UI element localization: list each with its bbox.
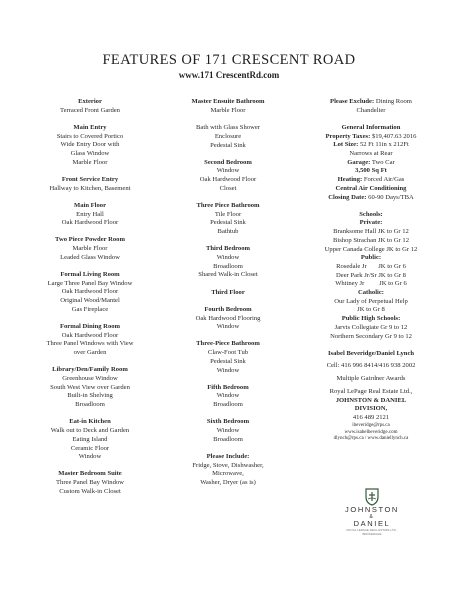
school-item: Deer Park Jr/Sr JK to Gr 8 [336, 271, 406, 279]
private-heading: Private: [359, 219, 383, 227]
johnston-daniel-logo [337, 488, 407, 536]
section-heading: Three Piece Bathroom [196, 202, 260, 210]
section-heading: Fifth Bedroom [207, 383, 249, 391]
section-heading: Formal Dining Room [59, 323, 121, 331]
logo-line-2: & [369, 514, 375, 520]
feature-line: Glass Window [70, 150, 110, 158]
school-item: Northern Secondary Gr 9 to 12 [330, 332, 412, 340]
school-item: Our Lady of Perpetual Help [334, 297, 408, 305]
feature-line: Pedestal Sink [210, 141, 246, 149]
section-heading: Formal Living Room [60, 271, 120, 279]
feature-section [20, 470, 160, 496]
feature-line: over Garden [73, 349, 107, 357]
section-heading: Exterior [78, 98, 102, 105]
feature-line: Claw-Foot Tub [207, 349, 249, 357]
feature-line: Window [216, 366, 240, 374]
section-heading: Eat-in Kitchen [69, 418, 111, 426]
section-heading: Three-Piece Bathroom [196, 340, 260, 348]
feature-line: Wide Entry Door with [60, 141, 120, 149]
feature-line: Window [216, 254, 240, 262]
square-footage: 3,500 Sq Ft [355, 167, 387, 175]
logo-line-4: ROYAL LEPAGE REAL ESTATE LTD., BROKERAGE [346, 528, 398, 536]
division-label: DIVISION, [354, 405, 388, 413]
feature-line: Window [216, 427, 240, 435]
feature-section [158, 159, 298, 194]
feature-line: Original Wood/Mantel [60, 297, 120, 305]
catholic-heading: Catholic: [357, 289, 384, 297]
feature-line: Broadloom [213, 401, 243, 409]
taxes-label: Property Taxes: [325, 132, 371, 140]
section-heading: Master Ensuite Bathroom [191, 98, 265, 105]
feature-line: Custom Walk-in Closet [59, 487, 121, 495]
schools-heading: Schools: [359, 210, 383, 218]
feature-section [158, 453, 298, 488]
feature-line: Pedestal Sink [210, 357, 246, 365]
feature-line: Window [216, 167, 240, 175]
feature-section [158, 289, 298, 298]
email-link[interactable]: ibeveridge@rps.ca [352, 422, 390, 428]
feature-section [158, 418, 298, 444]
feature-line: Stairs to Covered Portico [56, 132, 124, 140]
section-heading: Third Floor [211, 288, 245, 296]
feature-line: Oak Hardwood Floor [61, 219, 119, 227]
feature-line: Marble Floor [210, 106, 246, 114]
agent-cell: Cell: 416 996 8414/416 938 2002 [326, 362, 416, 370]
feature-line: Gas Fireplace [71, 305, 109, 313]
feature-line: Window [216, 323, 240, 331]
brokerage: Royal LePage Real Estate Ltd., [329, 387, 413, 395]
feature-line: Broadloom [213, 262, 243, 270]
feature-line: Washer, Dryer (as is) [200, 479, 256, 487]
section-heading: Main Floor [73, 201, 107, 209]
feature-line: Built-in Shelving [67, 392, 113, 400]
feature-section [20, 98, 160, 115]
section-heading: Sixth Bedroom [206, 418, 250, 426]
feature-line: Three Panel Windows with View [46, 340, 134, 348]
feature-line: Leaded Glass Window [60, 253, 120, 261]
section-heading: Library/Den/Family Room [52, 366, 128, 374]
feature-line: Broadloom [213, 435, 243, 443]
feature-section [20, 271, 160, 315]
exclude-value: Dining Room [375, 98, 412, 105]
feature-section [158, 340, 298, 375]
office-phone: 416 489 2121 [352, 414, 390, 421]
feature-line: Eating Island [72, 435, 108, 443]
feature-section [20, 202, 160, 228]
info-column [296, 98, 446, 443]
feature-line: Hallway to Kitchen, Basement [49, 184, 131, 192]
document-title: FEATURES OF 171 CRESCENT ROAD [102, 52, 356, 68]
lot-label: Lot Size: [333, 141, 359, 149]
section-heading: Master Bedroom Suite [58, 470, 122, 478]
school-item: Branksome Hall JK to Gr 12 [333, 228, 409, 236]
section-heading: Front Service Entry [61, 175, 119, 183]
feature-line: Large Three Panel Bay Window [47, 279, 133, 287]
feature-line: Broadloom [75, 401, 105, 409]
school-item: Whitney Jr JK to Gr 6 [335, 280, 407, 288]
website-link[interactable]: www.isabelbeveridge.com [344, 429, 398, 435]
public-heading: Public: [360, 254, 382, 262]
feature-line: Three Panel Bay Window [56, 479, 124, 487]
feature-section [20, 236, 160, 262]
garage-label: Garage: [347, 158, 371, 166]
public-high-heading: Public High Schools: [341, 315, 401, 323]
feature-line: Pedestal Sink [210, 219, 246, 227]
heating-label: Heating: [337, 176, 363, 184]
school-item: JK to Gr 8 [357, 306, 385, 314]
feature-line: South West View over Garden [50, 383, 130, 391]
exclude-label: Please Exclude: [330, 98, 375, 105]
feature-line: Walk out to Deck and Garden [50, 427, 130, 435]
garage-value: Two Car [371, 158, 395, 166]
feature-line: Bathtub [217, 228, 239, 236]
feature-line: Bath with Glass Shower [196, 124, 260, 132]
feature-line: Greenhouse Window [62, 375, 118, 383]
lot-value: 52 Ft 11in x 212Ft [359, 141, 409, 149]
section-heading: Fourth Bedroom [204, 305, 252, 313]
logo-line-1: JOHNSTON [345, 505, 399, 514]
feature-line: Tile Floor [214, 210, 242, 218]
feature-line: Marble Floor [72, 158, 108, 166]
feature-line: Closet [219, 184, 237, 192]
feature-line: Microwave, [212, 470, 244, 478]
feature-line: Oak Hardwood Flooring [195, 314, 261, 322]
general-information [296, 124, 446, 202]
section-heading: Second Bedroom [204, 158, 252, 166]
taxes-value: $19,407.63 2016 [371, 132, 417, 140]
awards: Multiple Gairdner Awards [336, 375, 406, 383]
crest-icon [364, 488, 380, 506]
heating-value: Forced Air/Gas [363, 176, 405, 184]
feature-line: Shared Walk-in Closet [198, 271, 258, 279]
features-column-2 [158, 98, 298, 496]
feature-line: Marble Floor [72, 245, 108, 253]
closing-value: 60-90 Days/TBA [368, 193, 414, 201]
feature-section [158, 245, 298, 280]
agent-names: Isabel Beveridge/Daniel Lynch [327, 349, 415, 357]
agent-contact [296, 350, 446, 443]
feature-section [20, 124, 160, 168]
section-heading: Please Include: [206, 452, 250, 460]
school-item: Rosedale Jr JK to Gr 6 [336, 262, 406, 270]
features-column-1 [20, 98, 160, 505]
feature-line: Fridge, Stove, Dishwasher, [192, 461, 264, 469]
feature-section [20, 176, 160, 193]
feature-section [20, 366, 160, 410]
feature-line: Oak Hardwood Floor [199, 176, 257, 184]
logo-line-3: DANIEL [353, 519, 391, 528]
feature-section [20, 418, 160, 462]
section-heading: Two Piece Powder Room [55, 236, 125, 244]
closing-label: Closing Date: [328, 193, 367, 201]
school-item: Jarvis Collegiate Gr 9 to 12 [334, 323, 408, 331]
website-url: www.171 CrescentRd.com [178, 70, 280, 80]
feature-line: Window [78, 453, 102, 461]
exclude-value-2: Chandelier [356, 106, 386, 114]
feature-line: Terraced Front Garden [60, 106, 120, 114]
air-conditioning: Central Air Conditioning [335, 184, 407, 192]
feature-section [158, 202, 298, 237]
schools-section [296, 211, 446, 342]
section-heading: Third Bedroom [205, 245, 251, 253]
feature-line [158, 115, 298, 124]
section-heading: Main Entry [73, 123, 107, 131]
feature-line: Window [216, 392, 240, 400]
division-name: JOHNSTON & DANIEL [335, 396, 407, 404]
feature-section [20, 323, 160, 358]
feature-line: Oak Hardwood Floor [61, 331, 119, 339]
general-heading: General Information [341, 123, 401, 131]
feature-line: Oak Hardwood Floor [61, 288, 119, 296]
exclude-section [296, 98, 446, 115]
feature-line: Entry Hall [76, 210, 104, 218]
feature-line: Enclosure [214, 132, 242, 140]
feature-section [158, 306, 298, 332]
lot-note: Narrows at Rear [349, 150, 393, 158]
email-website-link[interactable]: dlynch@rps.ca / www.daniellynch.ca [333, 436, 409, 442]
feature-line: Ceramic Floor [70, 444, 110, 452]
feature-section [158, 98, 298, 150]
school-item: Bishop Strachan JK to Gr 12 [332, 236, 409, 244]
school-item: Upper Canada College JK to Gr 12 [324, 245, 418, 253]
feature-section [158, 384, 298, 410]
